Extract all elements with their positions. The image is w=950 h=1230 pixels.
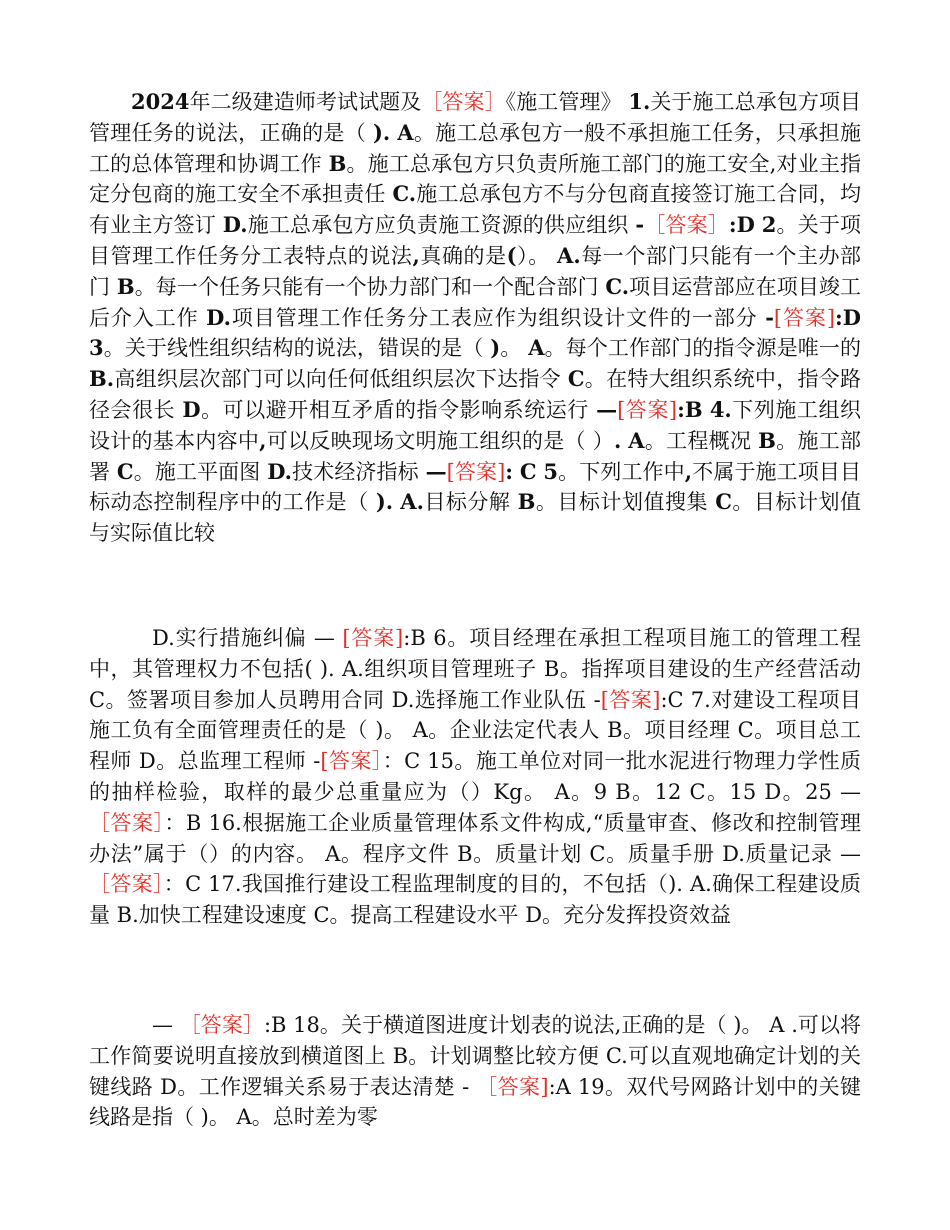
text-run: -: [765, 304, 774, 330]
text-run: —: [152, 1013, 180, 1037]
text-run: ): [490, 335, 501, 361]
text-run: 5: [543, 458, 558, 484]
text-run: [755, 213, 762, 237]
text-run: 。目标计划值搜集: [535, 490, 716, 515]
text-run: 。目标计划值与实际值比较: [89, 490, 861, 546]
text-run: 不属于施工项目目标动态控制程序中的工作是（: [89, 459, 862, 515]
text-run: B: [116, 273, 135, 299]
text-run: :D: [728, 212, 755, 238]
text-run: D.: [267, 458, 292, 484]
text-run: :B 18。关于横道图进度计划表的说法,正确的是（ )。 A .可以将工作简要说明直接放到横道图上 B。计划调整比较方便 C.可以直观地确定计划的关键线路 D。工作逻辑关系易于表达清楚 -: [89, 1013, 862, 1099]
text-run: [513, 460, 520, 484]
paragraph-1: [89, 87, 861, 549]
text-run: A: [628, 427, 645, 453]
text-run: B: [328, 150, 347, 176]
text-run: 1.: [628, 89, 651, 114]
text-run: ).: [372, 119, 391, 145]
text-run: 。每一个任务只能有一个协力部门和一个配合部门: [134, 274, 606, 299]
text-run: 真确的是: [419, 243, 507, 268]
text-run: B.: [89, 366, 115, 392]
text-run: -: [635, 212, 645, 238]
text-run: ）。: [516, 243, 558, 268]
text-run: :A 19。双代号网路计划中的关键线路是指（ )。 A。总时差为零: [89, 1074, 861, 1130]
text-run: :B 6。项目经理在承担工程项目施工的管理工程中，其管理权力不包括( ). A.组织项目管理班子 B。指挥项目建设的生产经营活动 C。签署项目参加人员聘用合同 D.选择施工作业队伍 -: [89, 626, 862, 712]
answer-label: [答案]: [342, 626, 404, 650]
text-run: 。每个工作部门的指令源是唯一的: [544, 336, 861, 361]
text-run: C.: [605, 273, 630, 299]
text-run: 《施工管理》: [505, 90, 629, 114]
text-run: (: [506, 242, 517, 268]
answer-label: [答案]: [600, 687, 661, 712]
paragraph-2: [89, 623, 861, 931]
text-run: 2: [761, 212, 777, 238]
answer-label: ［答案］: [89, 810, 165, 835]
text-run: A: [528, 335, 545, 361]
text-run: 项目运营部应在项目竣工后介入工作: [89, 274, 861, 330]
answer-label: [答案]: [617, 397, 678, 422]
text-run: B: [517, 489, 536, 515]
answer-label: ［答案］: [179, 1013, 264, 1037]
text-run: 项目管理工作任务分工表应作为组织设计文件的一部分: [230, 305, 766, 330]
answer-label: [答案]: [773, 305, 836, 330]
text-run: ：C 17.我国推行建设工程监理制度的目的，不包括（). A.确保工程建设质量 B.加快工程建设速度 C。提高工程建设水平 D。充分发挥投资效益: [89, 872, 862, 928]
text-run: 施工总承包方不与分包商直接签订施工合同，均有业主方签订: [89, 182, 861, 238]
text-run: ).: [375, 489, 394, 515]
text-run: D.: [206, 304, 231, 330]
text-run: A: [397, 119, 414, 145]
text-run: C: [715, 489, 732, 515]
text-run: 高组织层次部门可以向任何低组织层次下达指令: [114, 367, 568, 392]
answer-label: [答案］: [320, 749, 383, 774]
text-run: 。关于项目管理工作任务分工表特点的说法: [89, 213, 861, 268]
text-run: 。: [500, 336, 529, 361]
text-run: C: [519, 458, 537, 484]
text-run: [703, 398, 710, 422]
text-run: —: [425, 458, 447, 484]
text-run: 目标分解: [423, 490, 518, 515]
text-run: —: [596, 396, 618, 422]
text-run: 。工程概况: [644, 428, 759, 453]
text-run: 4.: [709, 396, 732, 422]
text-run: B: [758, 427, 776, 453]
text-run: 年二级建造师考试试题及: [189, 90, 422, 114]
text-run: ,: [684, 458, 693, 484]
text-run: ,: [412, 242, 420, 268]
text-run: 。关于线性组织结构的说法，错误的是（: [103, 336, 491, 361]
text-run: A.: [557, 242, 581, 268]
text-run: 每一个部门只能有一个主办部门: [89, 243, 862, 299]
text-run: 。施工平面图: [133, 459, 268, 484]
text-run: 。在特大组织系统中，指令路径会很长: [89, 367, 861, 422]
text-run: C: [116, 458, 134, 484]
text-run: D.实行措施纠偏 —: [152, 626, 343, 650]
text-run: D: [182, 396, 201, 422]
text-run: C: [567, 366, 585, 392]
answer-label: ［答案］: [421, 90, 506, 114]
text-run: :C 7.对建设工程项目施工负有全面管理责任的是（ )。 A。企业法定代表人 B。项目经理 C。项目总工程师 D。总监理工程师 -: [89, 687, 861, 774]
text-run: 。下列工作中: [558, 459, 685, 484]
text-run: 。施工部署: [89, 428, 862, 484]
answer-label: ［答案]: [476, 1074, 549, 1099]
answer-label: ［答案］: [89, 872, 164, 897]
text-run: :D: [835, 304, 861, 330]
text-run: D.: [222, 212, 248, 238]
text-run: ：C 15。施工单位对同一批水泥进行物理力学性质的抽样检验，取样的最少总重量应为（）Kg。 A。9 B。12 C。15 D。25 —: [89, 749, 861, 804]
text-run: 。施工总承包方一般不承担施工任务，只承担施工的总体管理和协调工作: [89, 120, 861, 176]
text-run: ,: [259, 427, 267, 453]
text-run: 2024: [131, 89, 190, 114]
text-run: 下列施工组织设计的基本内容中: [89, 397, 861, 453]
text-run: 。可以避开相互矛盾的指令影响系统运行: [200, 397, 597, 422]
paragraph-3: [89, 1010, 861, 1133]
text-run: ：B 16.根据施工企业质量管理体系文件构成,“质量审查、修改和控制管理办法”属于（）的内容。 A。程序文件 B。质量计划 C。质量手册 D.质量记录 —: [89, 810, 862, 866]
text-run: 。施工总承包方只负责所施工部门的施工安全,对业主指定分包商的施工安全不承担责任: [89, 151, 861, 207]
text-run: 技术经济指标: [291, 459, 426, 484]
text-run: .: [614, 427, 622, 453]
text-run: 施工总承包方应负责施工资源的供应组织: [247, 213, 636, 238]
text-run: 可以反映现场文明施工组织的是（ ）: [266, 428, 615, 453]
text-run: C.: [392, 181, 417, 207]
text-run: A.: [400, 489, 424, 515]
text-run: :B: [677, 396, 703, 422]
text-run: 3: [89, 335, 104, 361]
text-run: 关于施工总承包方项目管理任务的说法，正确的是（: [89, 90, 862, 145]
answer-label: ［答案］: [644, 213, 729, 238]
answer-label: [答案]: [446, 459, 506, 484]
text-run: :: [505, 458, 514, 484]
